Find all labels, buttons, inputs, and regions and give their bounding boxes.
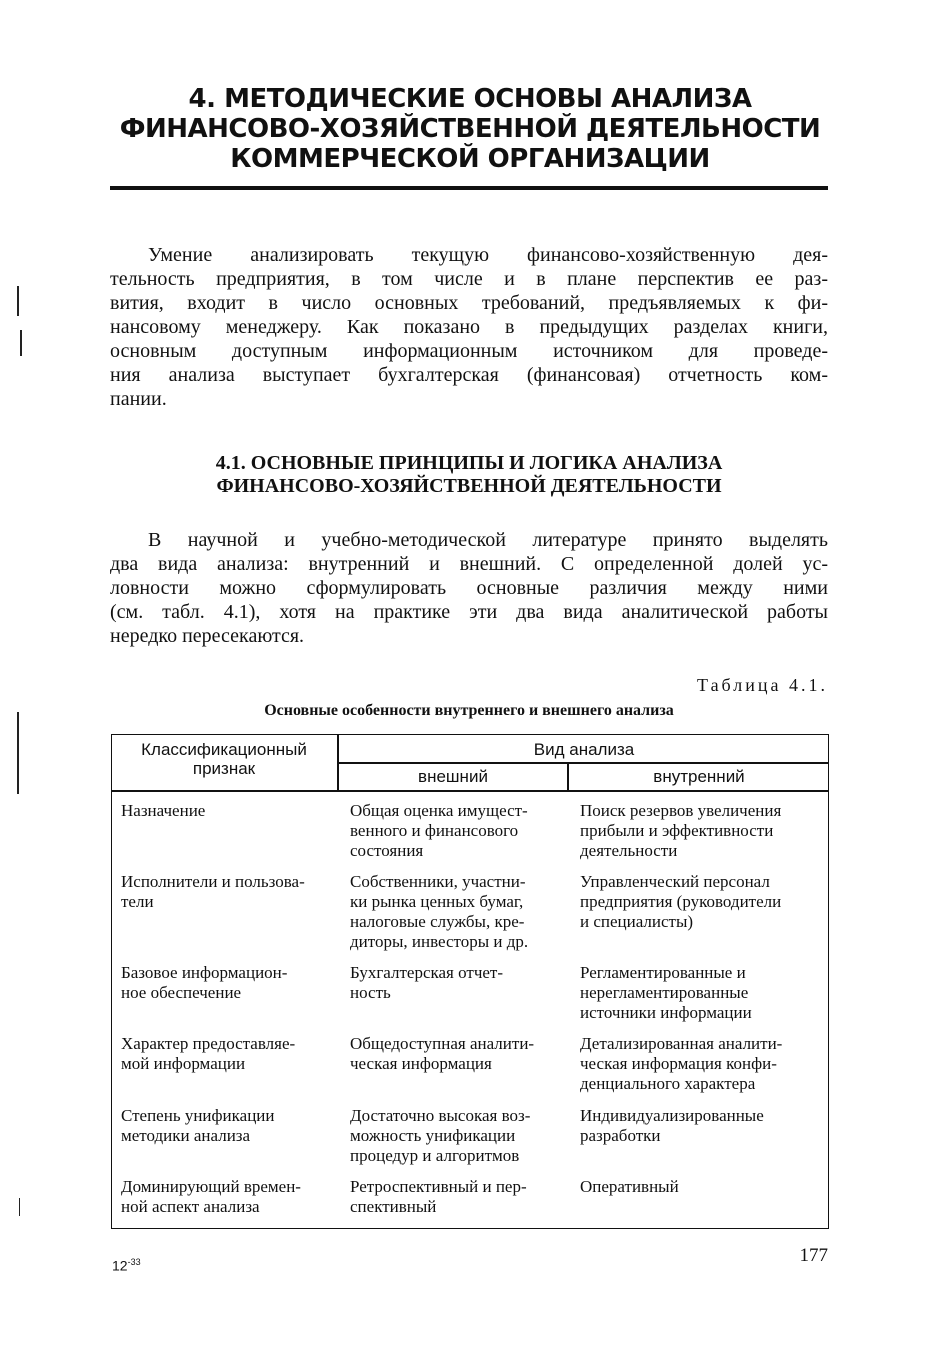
table-cell-external: Ретроспективный и пер- спективный — [350, 1177, 527, 1216]
table-cell-internal: Регламентированные и нерегламентированные источники информации — [580, 963, 752, 1022]
text-line: основным доступным информационным источником для проведе- — [110, 340, 828, 362]
text-line: два вида анализа: внутренний и внешний. С определенной долей ус- — [110, 553, 828, 575]
table-cell-criterion: Исполнители и пользова- тели — [121, 872, 305, 911]
text-line: тельность предприятия, в том числе и в плане перспектив ее раз- — [110, 268, 828, 290]
header-criterion: Классификационный признак — [141, 740, 307, 778]
scan-margin-mark — [17, 712, 19, 794]
section-title-line: ФИНАНСОВО-ХОЗЯЙСТВЕННОЙ ДЕЯТЕЛЬНОСТИ — [216, 475, 722, 497]
scan-margin-mark — [19, 1198, 20, 1216]
page-number: 177 — [799, 1245, 828, 1266]
text-line: Умение анализировать текущую финансово-хозяйственную дея- — [148, 244, 828, 266]
chapter-title-line: ФИНАНСОВО-ХОЗЯЙСТВЕННОЙ ДЕЯТЕЛЬНОСТИ — [119, 114, 821, 144]
title-rule — [110, 186, 828, 190]
table-cell-criterion: Степень унификации методики анализа — [121, 1106, 275, 1145]
text-line: пании. — [110, 388, 167, 410]
table-cell-external: Бухгалтерская отчет- ность — [350, 963, 504, 1002]
table-caption: Основные особенности внутреннего и внешнего анализа — [264, 702, 674, 719]
text-line: ловности можно сформулировать основные различия между ними — [110, 577, 828, 599]
table-cell-criterion: Доминирующий времен- ной аспект анализа — [121, 1177, 301, 1216]
header-internal: внутренний — [653, 767, 745, 786]
table-cell-criterion: Базовое информацион- ное обеспечение — [121, 963, 288, 1002]
table-number: Таблица 4.1. — [697, 675, 828, 695]
printer-signature — [112, 1257, 141, 1274]
table-cell-external: Достаточно высокая воз- можность унификации процедур и алгоритмов — [350, 1106, 531, 1165]
signature-superscript: -33 — [127, 1257, 141, 1267]
scan-margin-mark — [17, 286, 19, 316]
text-line: нансовому менеджеру. Как показано в предыдущих разделах книги, — [110, 316, 828, 338]
table-cell-internal: Оперативный — [580, 1177, 679, 1196]
intro-paragraph — [110, 243, 828, 411]
table-cell-external: Общедоступная аналити- ческая информация — [350, 1034, 535, 1073]
text-line: вития, входит в число основных требований, предъявляемых к фи- — [110, 292, 828, 314]
chapter-title — [110, 84, 830, 174]
table-cell-internal: Детализированная аналити- ческая информация конфи- денциального характера — [580, 1034, 783, 1093]
table-cell-criterion: Характер предоставляе- мой информации — [121, 1034, 296, 1073]
chapter-title-line: 4. МЕТОДИЧЕСКИЕ ОСНОВЫ АНАЛИЗА — [188, 84, 752, 114]
text-line: ния анализа выступает бухгалтерская (финансовая) отчетность ком- — [110, 364, 828, 386]
signature-number: 12 — [112, 1257, 128, 1274]
table-cell-external: Общая оценка имущест- венного и финансового состояния — [350, 801, 528, 860]
table-cell-external: Собственники, участни- ки рынка ценных бумаг, налоговые службы, кре- диторы, инвесторы и др. — [350, 872, 529, 951]
text-line: В научной и учебно-методической литературе принято выделять — [148, 529, 828, 551]
table-cell-internal: Индивидуализированные разработки — [580, 1106, 764, 1145]
table-cell-internal: Поиск резервов увеличения прибыли и эффективности деятельности — [580, 801, 782, 860]
header-divider — [337, 762, 829, 764]
text-line: (см. табл. 4.1), хотя на практике эти два вида аналитической работы — [110, 601, 828, 623]
header-bottom-rule — [111, 790, 829, 792]
body-paragraph — [110, 528, 828, 648]
chapter-title-line: КОММЕРЧЕСКОЙ ОРГАНИЗАЦИИ — [230, 144, 710, 174]
text-line: нередко пересекаются. — [110, 625, 305, 647]
header-external: внешний — [418, 767, 488, 786]
header-analysis-type: Вид анализа — [533, 740, 635, 759]
section-title-line: 4.1. ОСНОВНЫЕ ПРИНЦИПЫ И ЛОГИКА АНАЛИЗА — [215, 452, 723, 474]
section-title — [110, 452, 828, 498]
table-cell-internal: Управленческий персонал предприятия (руководители и специалисты) — [580, 872, 782, 931]
table-cell-criterion: Назначение — [121, 801, 206, 820]
scan-margin-mark — [20, 330, 22, 356]
